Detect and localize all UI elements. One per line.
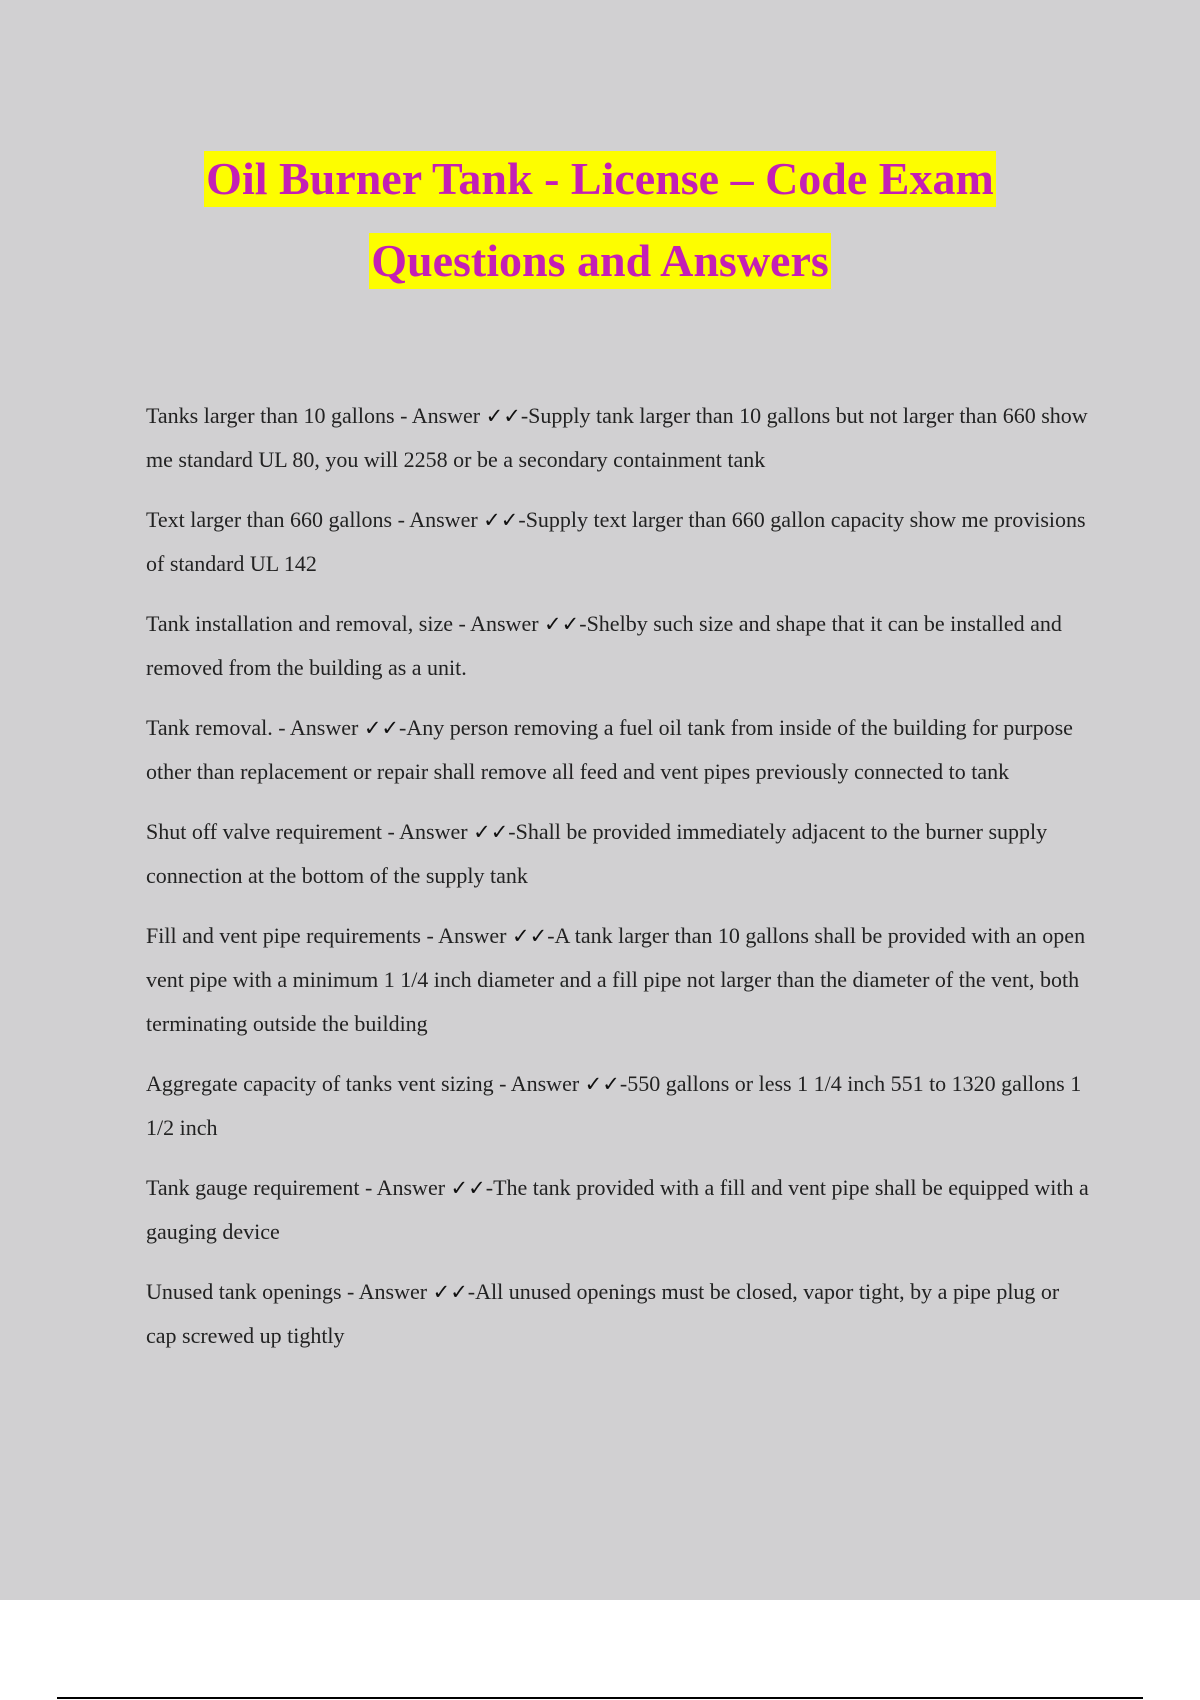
question-text: Unused tank openings — [146, 1279, 342, 1304]
qa-item — [146, 498, 1091, 586]
question-separator: - — [420, 923, 439, 948]
double-check-icon: ✓✓ — [450, 1176, 486, 1200]
answer-label: Answer — [358, 1279, 433, 1304]
answer-label: Answer — [289, 715, 364, 740]
answer-text: -550 gallons or less 1 1/4 inch 551 to 1320 gallons 1 1/2 inch — [146, 1071, 1082, 1140]
answer-text: -Any person removing a fuel oil tank from inside of the building for purpose other than replacement or repair shall remove all feed and vent pipes previously connected to tank — [146, 715, 1073, 784]
question-separator: - — [272, 715, 290, 740]
question-answer-list — [146, 394, 1091, 1358]
answer-label: Answer — [409, 507, 484, 532]
answer-label: Answer — [411, 403, 486, 428]
question-text: Text larger than 660 gallons — [146, 507, 393, 532]
answer-label: Answer — [376, 1175, 451, 1200]
question-text: Fill and vent pipe requirements — [146, 923, 421, 948]
double-check-icon: ✓✓ — [363, 716, 400, 740]
answer-label: Answer — [510, 1071, 585, 1096]
answer-text: -Shelby such size and shape that it can be installed and removed from the building as a unit. — [146, 611, 1062, 680]
page-title — [0, 138, 1200, 302]
double-check-icon: ✓✓ — [483, 508, 519, 532]
double-check-icon: ✓✓ — [485, 404, 521, 428]
double-check-icon: ✓✓ — [512, 924, 548, 948]
answer-text: -The tank provided with a fill and vent pipe shall be equipped with a gauging device — [146, 1175, 1089, 1244]
qa-item — [146, 1062, 1091, 1150]
qa-item — [146, 394, 1091, 482]
question-separator: - — [341, 1279, 359, 1304]
question-text: Tank installation and removal, size — [146, 611, 453, 636]
answer-label: Answer — [438, 923, 512, 948]
answer-text: -Supply tank larger than 10 gallons but not larger than 660 show me standard UL 80, you will 2258 or be a secondary containment tank — [146, 403, 1088, 472]
qa-item — [146, 810, 1091, 898]
answer-text: -Supply text larger than 660 gallon capacity show me provisions of standard UL 142 — [146, 507, 1086, 576]
question-separator: - — [493, 1071, 511, 1096]
answer-text: -Shall be provided immediately adjacent to the burner supply connection at the bottom of the supply tank — [146, 819, 1048, 888]
question-text: Tanks larger than 10 gallons — [146, 403, 395, 428]
question-text: Shut off valve requirement — [146, 819, 383, 844]
question-separator: - — [452, 611, 471, 636]
double-check-icon: ✓✓ — [584, 1072, 620, 1096]
qa-item — [146, 602, 1091, 690]
double-check-icon: ✓✓ — [432, 1280, 468, 1304]
title-line-1: Oil Burner Tank - License – Code Exam — [204, 151, 996, 207]
answer-label: Answer — [470, 611, 545, 636]
double-check-icon: ✓✓ — [473, 820, 509, 844]
qa-item — [146, 914, 1091, 1046]
double-check-icon: ✓✓ — [544, 612, 580, 636]
question-separator: - — [394, 403, 412, 428]
answer-text: -A tank larger than 10 gallons shall be provided with an open vent pipe with a minimum 1 1/4 inch diameter and a fill pipe not larger than the diameter of the vent, both terminating outside the building — [146, 923, 1086, 1036]
answer-text: -All unused openings must be closed, vapor tight, by a pipe plug or cap screwed up tightly — [146, 1279, 1060, 1348]
answer-label: Answer — [399, 819, 474, 844]
question-separator: - — [392, 507, 410, 532]
question-separator: - — [359, 1175, 377, 1200]
question-text: Tank removal. — [146, 715, 273, 740]
question-separator: - — [382, 819, 400, 844]
qa-item — [146, 1270, 1091, 1358]
bottom-divider — [57, 1697, 1143, 1699]
title-line-2: Questions and Answers — [369, 233, 831, 289]
question-text: Aggregate capacity of tanks vent sizing — [146, 1071, 494, 1096]
qa-item — [146, 706, 1091, 794]
question-text: Tank gauge requirement — [146, 1175, 360, 1200]
qa-item — [146, 1166, 1091, 1254]
